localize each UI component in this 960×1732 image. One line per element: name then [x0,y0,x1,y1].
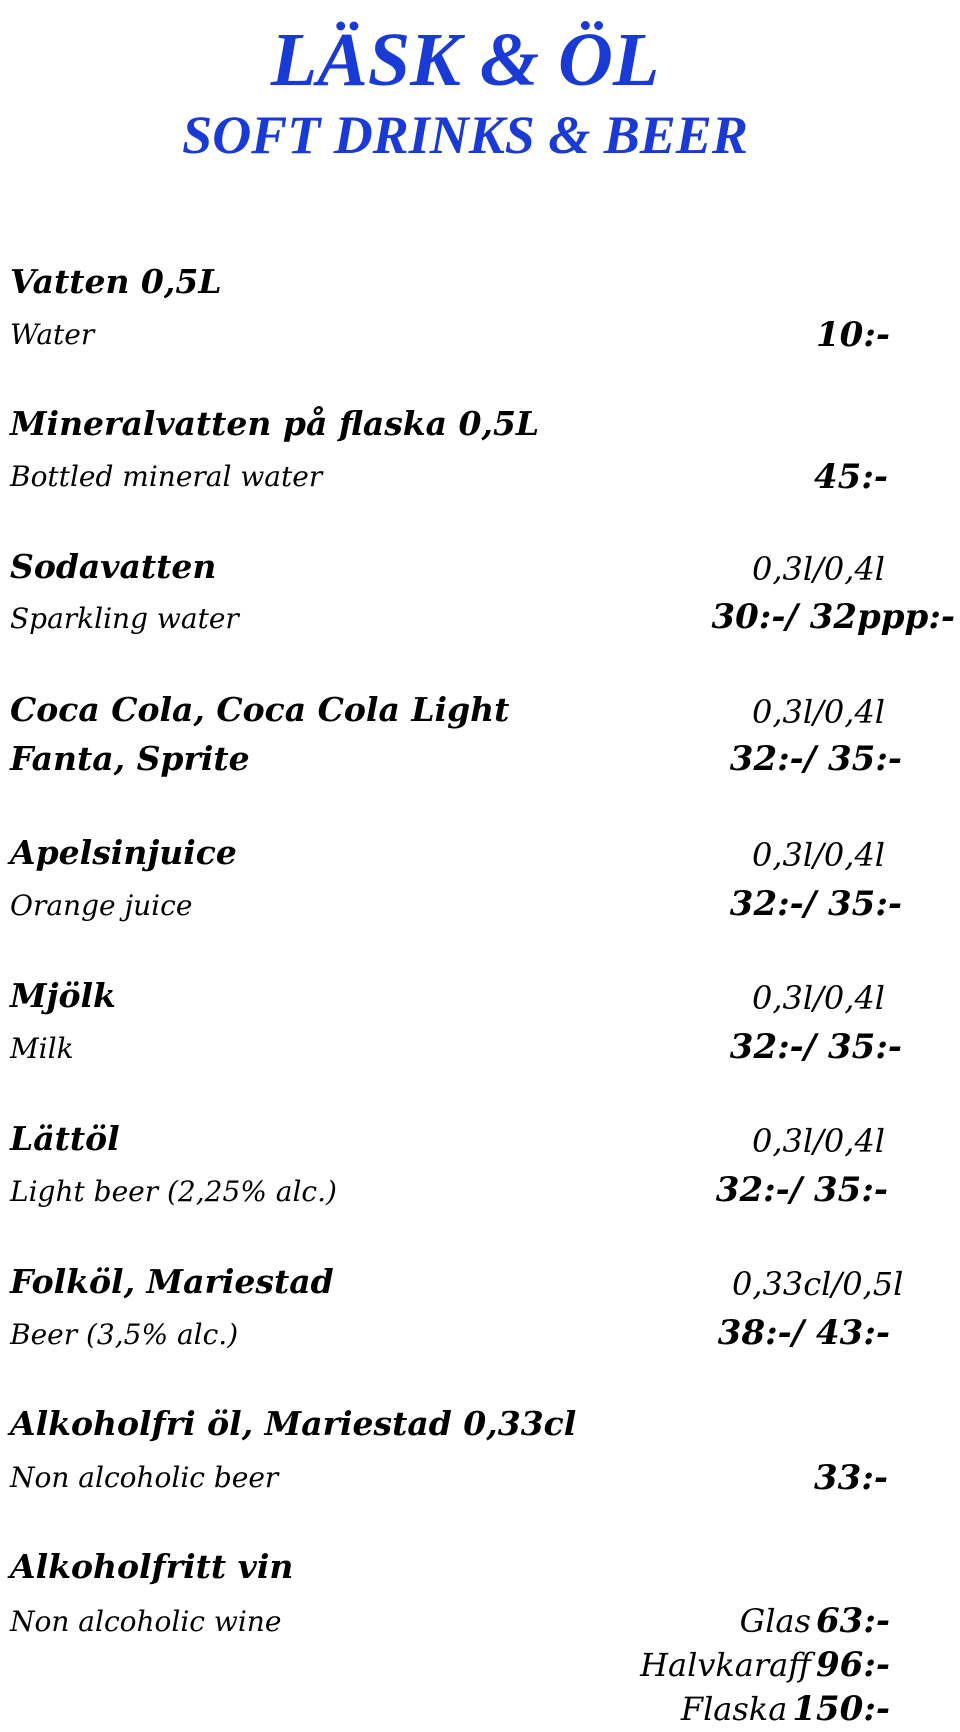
item-price: 45:- [814,457,888,497]
item-name: Lättöl [10,1119,120,1158]
item-price: 33:- [814,1458,888,1498]
wine-option-carafe [640,1645,890,1685]
item-description: Bottled mineral water [10,460,323,493]
item-name: Mjölk [10,976,116,1015]
item-size: 0,3l/0,4l [752,979,886,1017]
item-name: Sodavatten [10,547,217,586]
option-price: 150:- [792,1689,890,1729]
option-label: Halvkaraff [640,1646,811,1684]
item-size: 0,3l/0,4l [752,1122,886,1160]
item-description: Beer (3,5% alc.) [10,1318,239,1351]
item-description: Orange juice [10,889,193,922]
item-size: 0,3l/0,4l [752,693,886,731]
item-size: 0,3l/0,4l [752,550,886,588]
item-price: 32:-/ 35:- [729,739,902,779]
item-price: 32:-/ 35:- [715,1170,888,1210]
item-description: Light beer (2,25% alc.) [10,1175,337,1208]
item-name: Folköl, Mariestad [10,1262,334,1301]
option-label: Glas [739,1602,811,1640]
item-description: Milk [10,1032,74,1065]
item-name: Alkoholfritt vin [10,1547,294,1586]
item-price: 32:-/ 35:- [729,1027,902,1067]
item-size: 0,33cl/0,5l [732,1265,904,1303]
item-name: Mineralvatten på flaska 0,5L [10,404,540,443]
item-description: Non alcoholic wine [10,1605,282,1638]
menu-subtitle: SOFT DRINKS & BEER [182,105,748,165]
item-price: 38:-/ 43:- [717,1313,890,1353]
option-price: 96:- [816,1645,890,1685]
option-price: 63:- [816,1601,890,1641]
menu-title: LÄSK & ÖL [270,18,660,102]
item-description: Water [10,318,95,351]
item-name: Coca Cola, Coca Cola Light [10,690,510,729]
item-name-secondary: Fanta, Sprite [10,739,250,778]
item-price: 32:-/ 35:- [729,884,902,924]
wine-option-bottle [680,1689,890,1729]
item-price: 30:-/ 32ppp:- [711,597,955,637]
item-description: Sparkling water [10,602,239,635]
item-size: 0,3l/0,4l [752,836,886,874]
item-name: Vatten 0,5L [10,262,222,301]
item-description: Non alcoholic beer [10,1461,279,1494]
item-name: Apelsinjuice [10,833,237,872]
item-name: Alkoholfri öl, Mariestad 0,33cl [10,1404,577,1443]
item-price: 10:- [816,315,890,355]
wine-option-glass [739,1601,890,1641]
option-label: Flaska [680,1690,788,1728]
